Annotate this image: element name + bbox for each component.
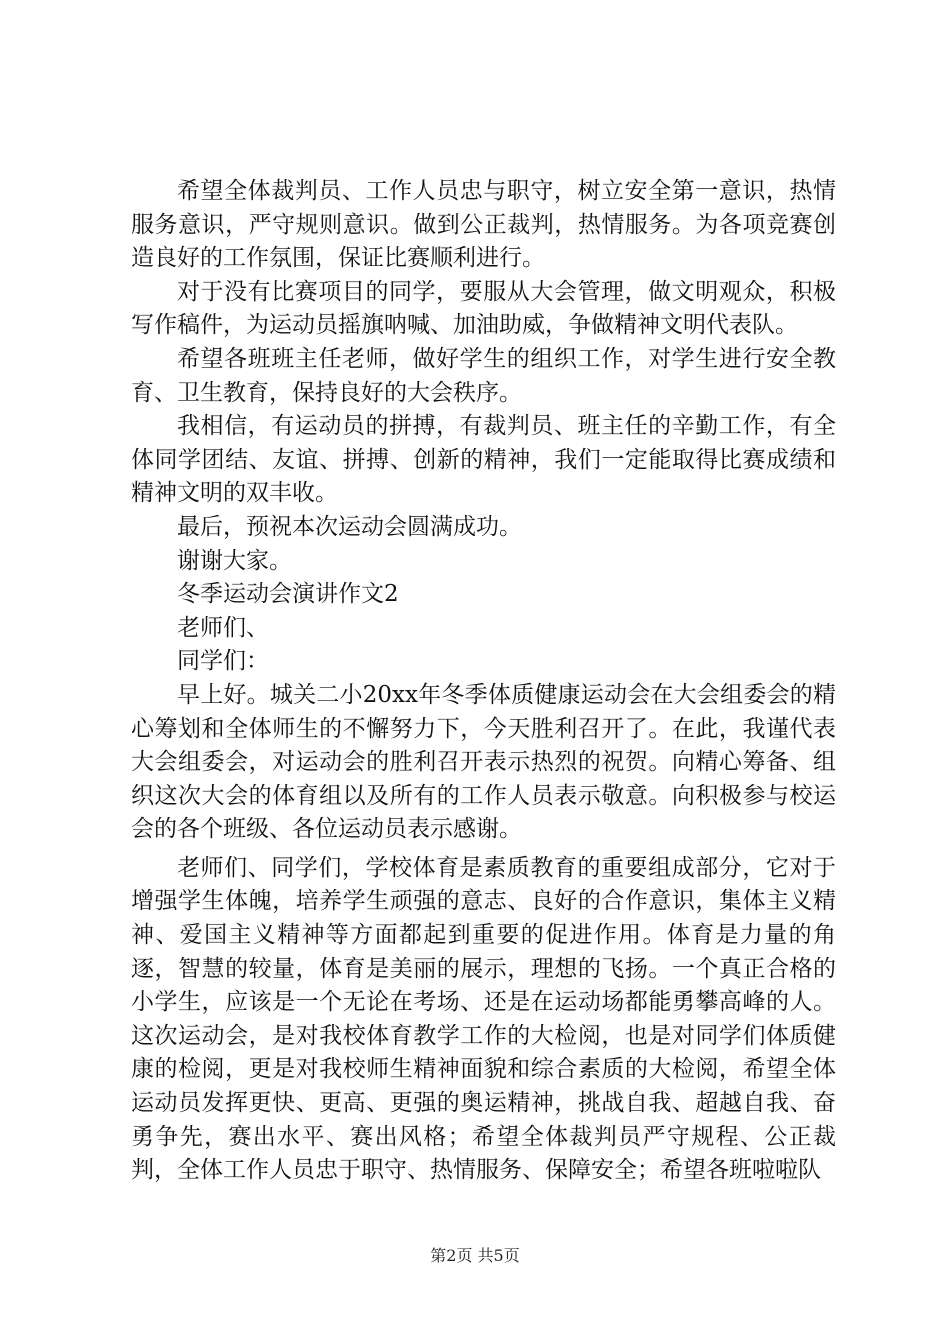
paragraph: 早上好。城关二小20xx年冬季体质健康运动会在大会组委会的精心筹划和全体师生的不懈努力下，今天胜利召开了。在此，我谨代表大会组委会，对运动会的胜利召开表示热烈的祝贺。向精心筹备、组织这次大会的体育组以及所有的工作人员表示敬意。向积极参与校运会的各个班级、各位运动员表示感谢。	[131, 681, 836, 843]
page-footer	[0, 1243, 950, 1266]
paragraph: 希望各班班主任老师，做好学生的组织工作，对学生进行安全教育、卫生教育，保持良好的大会秩序。	[131, 345, 836, 406]
paragraph: 对于没有比赛项目的同学，要服从大会管理，做文明观众，积极写作稿件，为运动员摇旗呐喊、加油助威，争做精神文明代表队。	[131, 278, 836, 339]
salutation: 同学们：	[177, 648, 269, 675]
paragraph: 希望全体裁判员、工作人员忠与职守，树立安全第一意识，热情服务意识，严守规则意识。做到公正裁判，热情服务。为各项竞赛创造良好的工作氛围，保证比赛顺利进行。	[131, 178, 836, 272]
section-heading: 冬季运动会演讲作文2	[177, 581, 399, 608]
paragraph: 老师们、同学们，学校体育是素质教育的重要组成部分，它对于增强学生体魄，培养学生顽强的意志、良好的合作意识，集体主义精神、爱国主义精神等方面都起到重要的促进作用。体育是力量的角逐，智慧的较量，体育是美丽的展示，理想的飞扬。一个真正合格的小学生，应该是一个无论在考场、还是在运动场都能勇攀高峰的人。这次运动会，是对我校体育教学工作的大检阅，也是对同学们体质健康的检阅，更是对我校师生精神面貌和综合素质的大检阅，希望全体运动员发挥更快、更高、更强的奥运精神，挑战自我、超越自我、奋勇争先，赛出水平、赛出风格；希望全体裁判员严守规程、公正裁判，全体工作人员忠于职守、热情服务、保障安全；希望各班啦啦队	[131, 854, 836, 1184]
paragraph: 谢谢大家。	[177, 547, 292, 574]
paragraph: 我相信，有运动员的拼搏，有裁判员、班主任的辛勤工作，有全体同学团结、友谊、拼搏、创新的精神，我们一定能取得比赛成绩和精神文明的双丰收。	[131, 413, 836, 507]
document-body	[131, 175, 836, 1188]
salutation: 老师们、	[177, 614, 269, 641]
paragraph: 最后，预祝本次运动会圆满成功。	[177, 513, 522, 540]
page-number-label: 第2页 共5页	[430, 1246, 520, 1265]
